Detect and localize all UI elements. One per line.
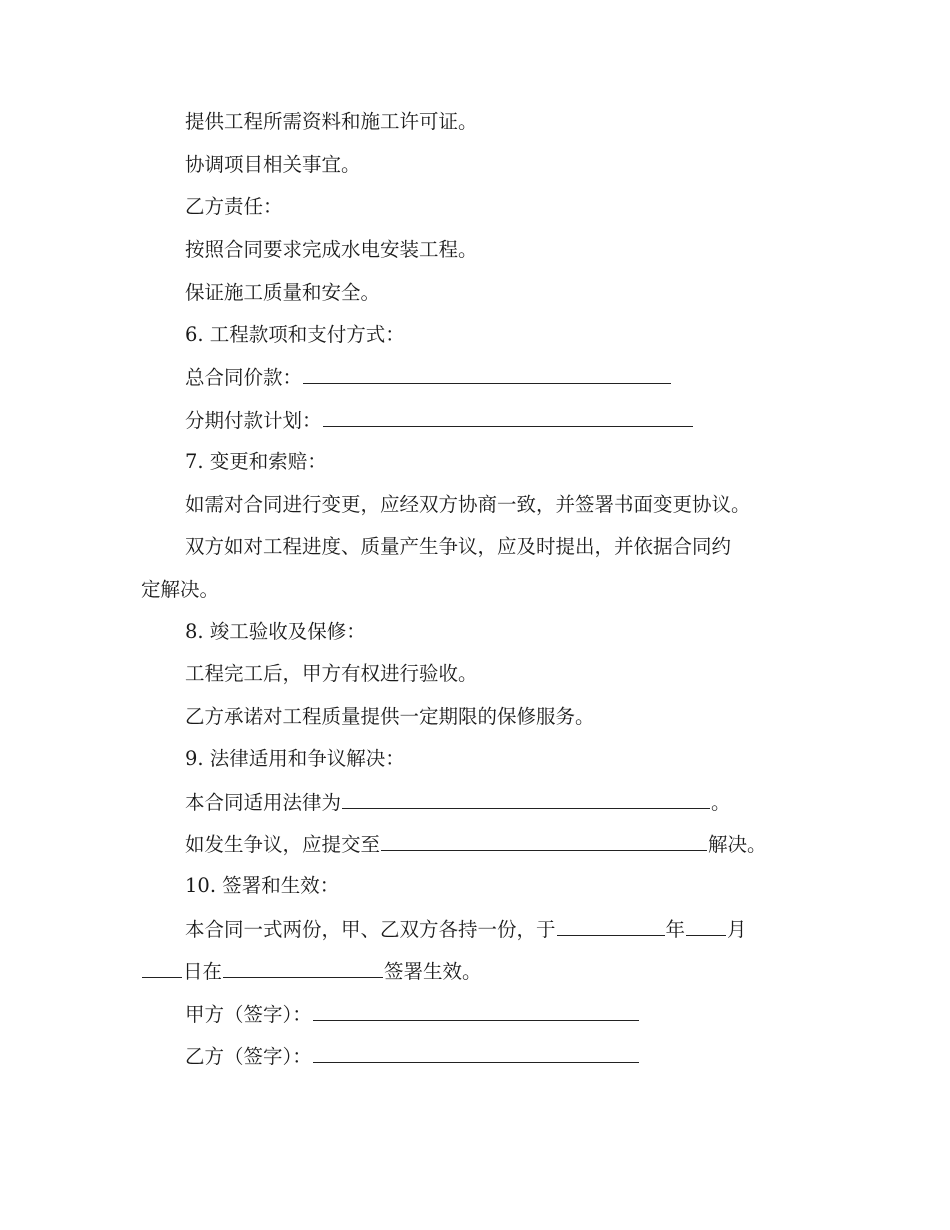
installment-blank [323,407,693,427]
text-label: 本合同适用法律为 [185,791,342,814]
total-price-blank [303,364,671,384]
party-a-signature-blank [313,1001,639,1021]
text-label: 解决。 [708,833,767,856]
year-blank [557,916,665,936]
party-b-signature-line [185,1043,640,1070]
signing-date-line [185,916,747,943]
party-b-signature-blank [313,1043,639,1063]
signing-place-line [141,958,482,985]
text-label: 本合同一式两份，甲、乙双方各持一份，于 [185,918,556,941]
text-line: 乙方承诺对工程质量提供一定期限的保修服务。 [185,705,595,728]
text-label: 日在 [183,960,223,983]
text-label: 月 [727,918,747,941]
text-line: 保证施工质量和安全。 [185,281,381,304]
text-label: 甲方（签字）： [185,1003,312,1026]
total-price-line [185,364,672,391]
governing-law-blank [342,789,710,809]
text-label: 签署生效。 [384,960,482,983]
text-line: 乙方责任： [185,195,283,218]
dispute-line [185,831,767,858]
text-label: 分期付款计划： [185,409,322,432]
dispute-venue-blank [381,831,707,851]
text-line: 协调项目相关事宜。 [185,153,361,176]
text-label: 年 [665,918,686,941]
installment-line [185,407,694,434]
text-line: 按照合同要求完成水电安装工程。 [185,238,478,261]
section-heading: 9. 法律适用和争议解决： [185,747,405,770]
section-heading: 8. 竣工验收及保修： [185,620,366,643]
text-label: 如发生争议，应提交至 [185,833,381,856]
text-label: 总合同价款： [185,366,303,389]
section-heading: 7. 变更和索赔： [185,450,327,473]
text-line: 提供工程所需资料和施工许可证。 [185,110,478,133]
text-line: 双方如对工程进度、质量产生争议，应及时提出，并依据合同约 [185,535,732,558]
month-blank [686,916,726,936]
governing-law-line [185,789,731,816]
text-line: 如需对合同进行变更，应经双方协商一致，并签署书面变更协议。 [185,493,751,516]
text-line: 工程完工后，甲方有权进行验收。 [185,662,478,685]
day-blank [142,958,182,978]
place-blank [223,958,383,978]
section-heading: 6. 工程款项和支付方式： [185,323,405,346]
section-heading: 10. 签署和生效： [185,874,340,897]
text-label: 乙方（签字）： [185,1045,312,1068]
text-line: 定解决。 [141,578,220,601]
text-label: 。 [711,791,731,814]
party-a-signature-line [185,1001,640,1028]
